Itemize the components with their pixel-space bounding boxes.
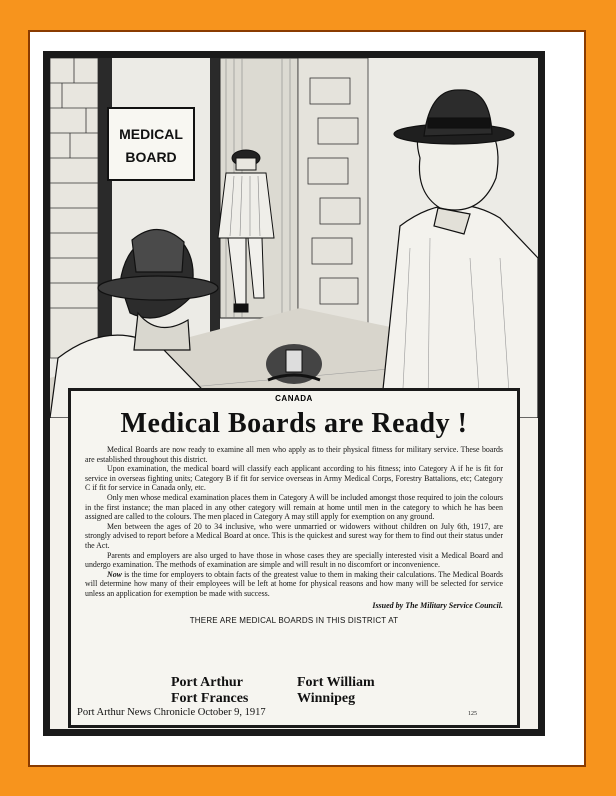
country-label: CANADA (275, 394, 313, 403)
brick-pillar-left (50, 58, 98, 358)
now-lead: Now (107, 569, 122, 579)
city-fort-frances: Fort Frances (171, 691, 249, 706)
city-winnipeg: Winnipeg (297, 691, 356, 706)
medical-board-sign (108, 108, 194, 180)
paragraph-4: Men between the ages of 20 to 34 inclusive, who were unmarried or widowers without children on July 6th, 1917, are strongly advised to report before a Medical Board at once. This is the quickest and surest way for them to find out their status under the Act. (85, 521, 503, 550)
stone-wall-right (298, 58, 368, 348)
text-panel (68, 388, 520, 728)
headline: Medical Boards are Ready ! (120, 408, 468, 439)
city-fort-william: Fort William (297, 675, 375, 690)
advertisement (43, 51, 545, 736)
paragraph-1: Medical Boards are now ready to examine all men who apply as to their physical fitness for military service. These boards are established throughout this district. (85, 445, 503, 464)
paragraph-3: Only men whose medical examination places them in Category A will be included amongst those required to join the colours in the first instance; the man placed in any other category will remain at home until men in the category to which he has been assigned are called to the colours. The men placed in Category A may still apply for exemption on any ground. (85, 492, 503, 522)
illustration (50, 58, 538, 418)
royal-crest (266, 344, 322, 384)
source-caption: Port Arthur News Chronicle October 9, 1917 (77, 707, 266, 718)
city-port-arthur: Port Arthur (171, 675, 243, 690)
sign-line-1: MEDICAL (119, 126, 183, 142)
ad-number: 125 (468, 711, 477, 717)
now-rest: is the time for employers to obtain facts of the greatest value to them in making their calculations. The Medical Boards will determine how many of their employees will be left at home for physical reasons and how many will be selected for service unless an application for exemption be made with success. (85, 569, 503, 598)
city-list (171, 675, 431, 707)
paragraph-5: Parents and employers are also urged to have those in whose cases they are specially interested visit a Medical Board and undergo examination. The methods of examination are simple and will result in no discomfort or inconvenience. (85, 550, 503, 570)
paragraph-2: Upon examination, the medical board will classify each applicant according to his fitness; into Category A if he is fit for service in overseas fighting units; Category B if fit for service overseas in Army Medical Corps, Forestry Battalions, etc; Category C if fit for service in Canada only, etc. (85, 464, 503, 493)
orange-frame (28, 30, 586, 767)
sign-line-2: BOARD (125, 149, 177, 165)
issued-by: Issued by The Military Service Council. (372, 600, 503, 610)
there-are-label: THERE ARE MEDICAL BOARDS IN THIS DISTRICT AT (189, 615, 399, 625)
paragraph-6 (85, 570, 503, 599)
